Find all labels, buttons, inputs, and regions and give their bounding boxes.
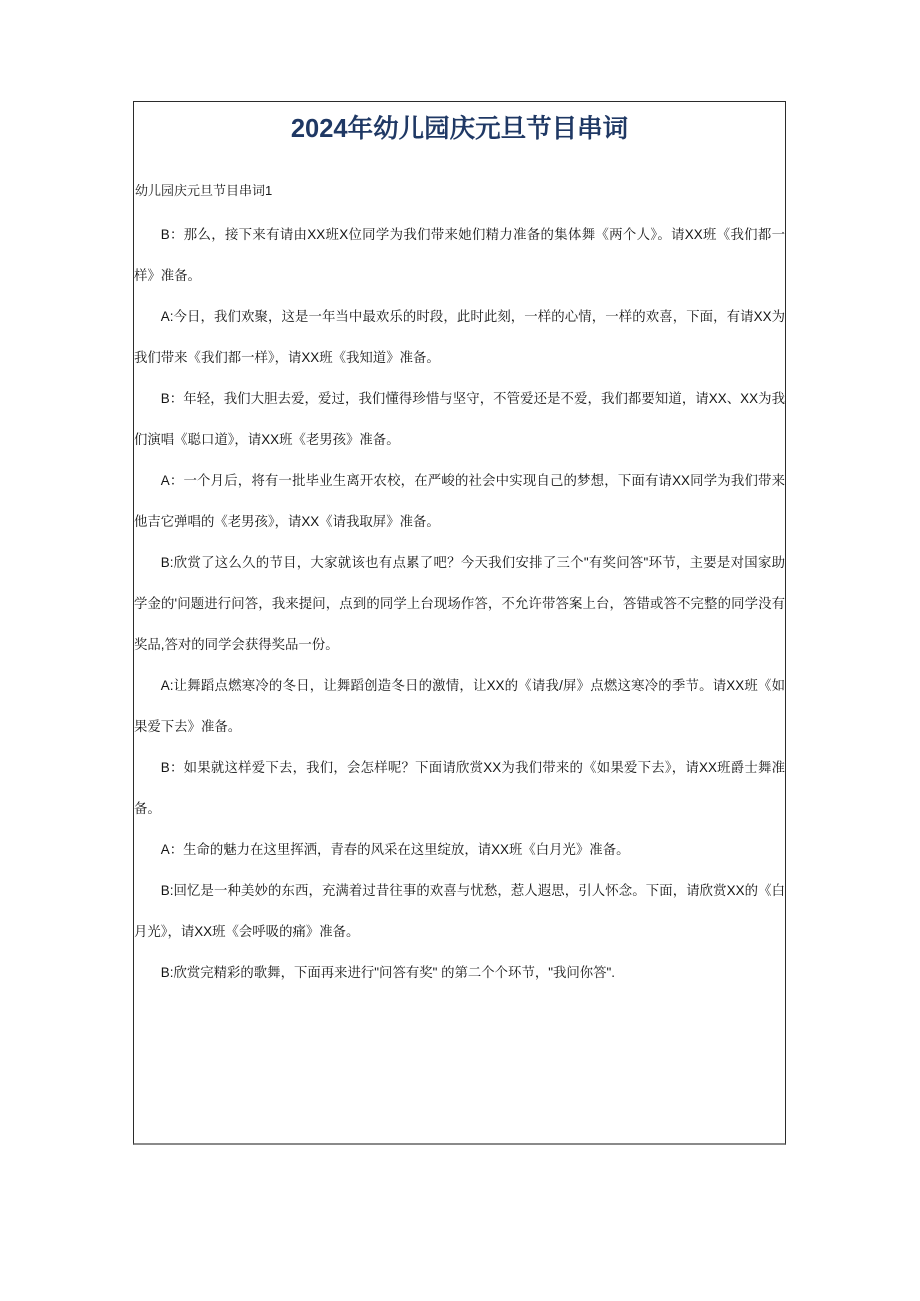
- paragraph: A:今日，我们欢聚，这是一年当中最欢乐的时段，此时此刻，一样的心情，一样的欢喜，下面，有请XX为我们带来《我们都一样》，请XX班《我知道》准备。: [134, 308, 785, 365]
- paragraph: B:回忆是一种美妙的东西，充满着过昔往事的欢喜与忧愁，惹人遐思，引人怀念。下面，请欣赏XX的《白月光》，请XX班《会呼吸的痛》准备。: [134, 882, 785, 939]
- paragraph: A：生命的魅力在这里挥洒，青春的风采在这里绽放，请XX班《白月光》准备。: [160, 841, 630, 857]
- document-content: [134, 102, 785, 1143]
- paragraph: B:欣赏了这么久的节目，大家就该也有点累了吧？今天我们安排了三个"有奖问答"环节，主要是对国家助学金的'问题进行问答，我来提问，点到的同学上台现场作答，不允许带答案上台，答错或答不完整的同学没有奖品,答对的同学会获得奖品一份。: [134, 554, 785, 652]
- document-frame: [133, 101, 786, 1145]
- paragraph: B：如果就这样爱下去，我们，会怎样呢？下面请欣赏XX为我们带来的《如果爱下去》，请XX班爵士舞准备。: [134, 759, 785, 816]
- document-subtitle: 幼儿园庆元旦节目串词1: [135, 182, 273, 198]
- paragraph: A:让舞蹈点燃寒冷的冬日，让舞蹈创造冬日的激情，让XX的《请我/屏》点燃这寒冷的季节。请XX班《如果爱下去》准备。: [134, 677, 785, 734]
- page-title: 2024年幼儿园庆元旦节目串词: [290, 115, 629, 143]
- paragraph: B:欣赏完精彩的歌舞，下面再来进行"问答有奖" 的第二个个环节，"我问你答".: [160, 964, 616, 980]
- paragraph: B：那么，接下来有请由XX班X位同学为我们带来她们精力准备的集体舞《两个人》。请XX班《我们都一样》准备。: [134, 226, 785, 283]
- document-body: [134, 200, 785, 993]
- paragraph: B：年轻，我们大胆去爱，爱过，我们懂得珍惜与坚守，不管爱还是不爱，我们都要知道，请XX、XX为我们演唱《聪口道》，请XX班《老男孩》准备。: [134, 390, 785, 447]
- paragraph: A：一个月后，将有一批毕业生离开农校，在严峻的社会中实现自己的梦想，下面有请XX同学为我们带来他吉它弹唱的《老男孩》，请XX《请我取屏》准备。: [134, 472, 785, 529]
